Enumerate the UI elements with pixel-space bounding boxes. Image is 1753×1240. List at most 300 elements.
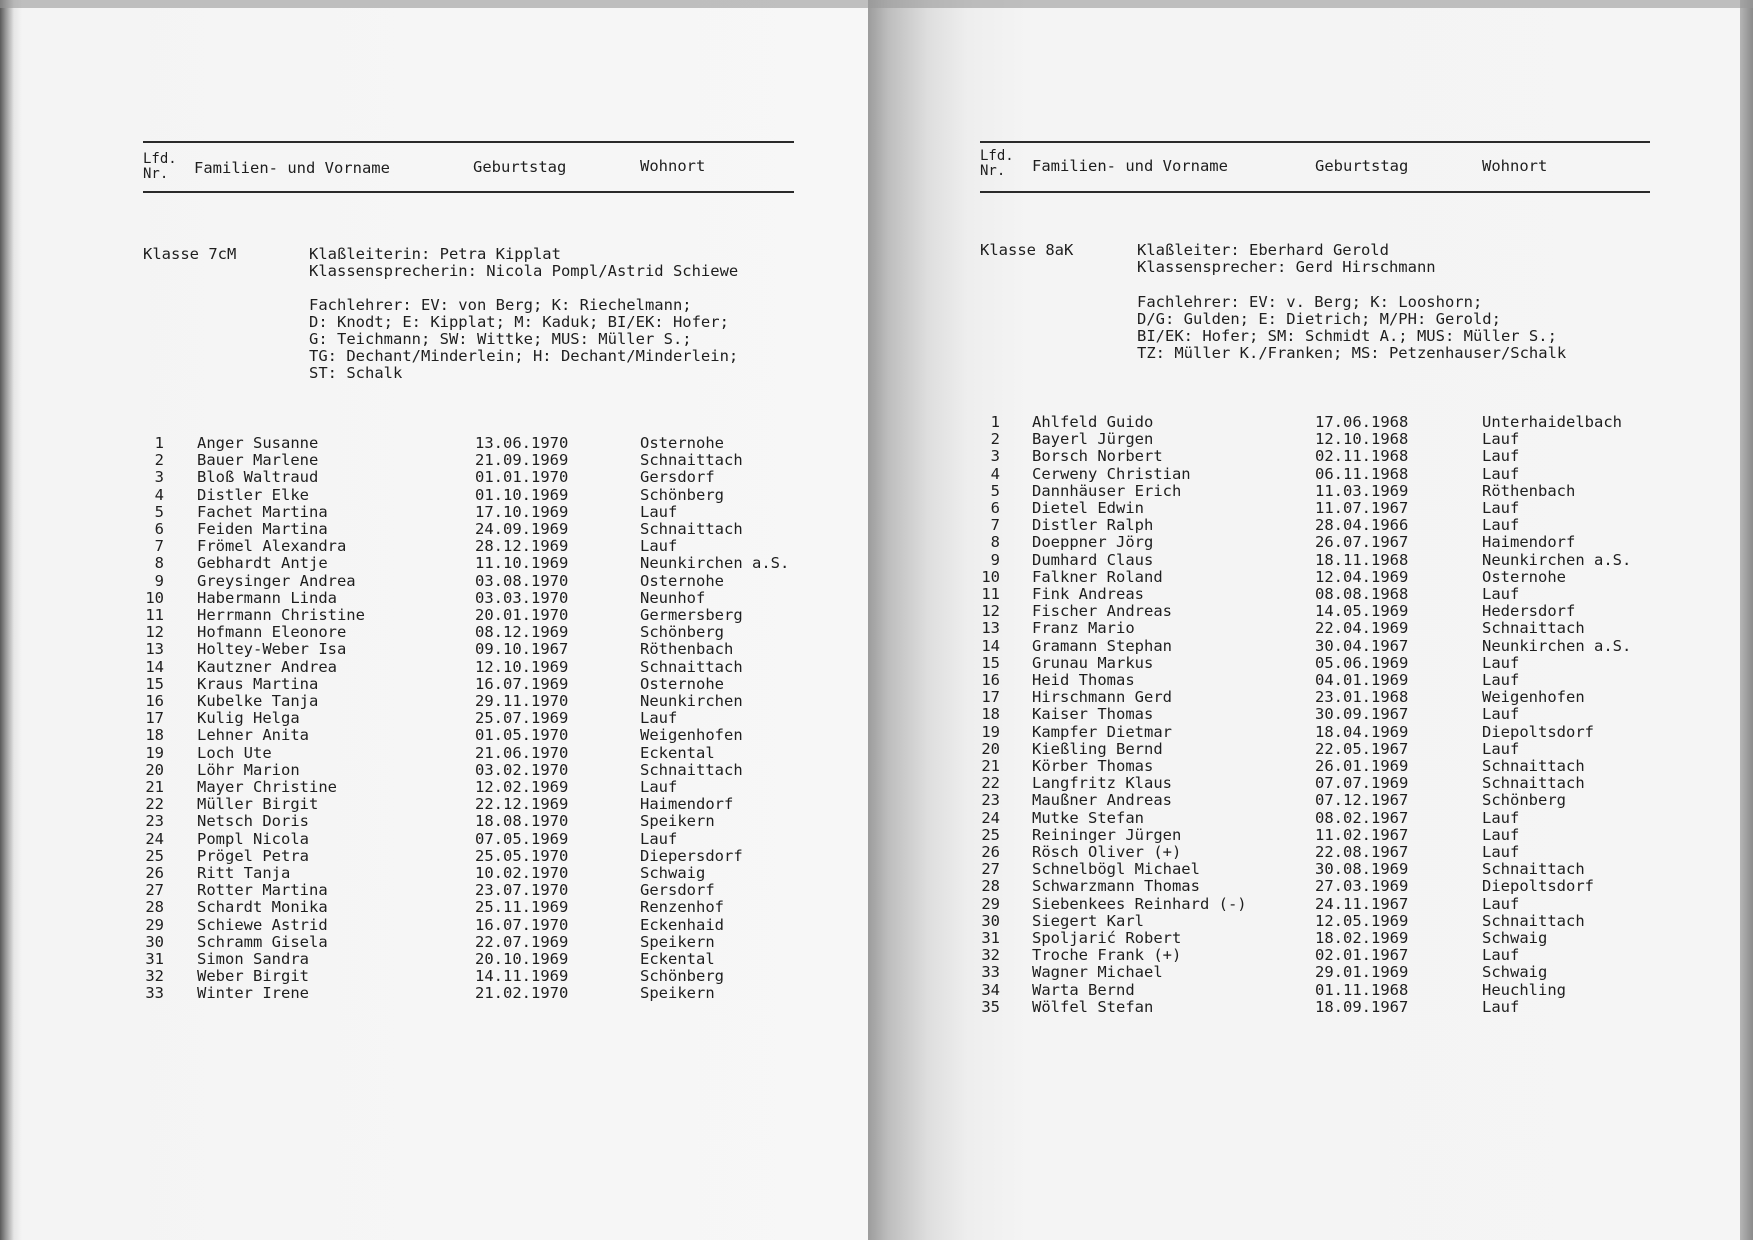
residence: Lauf: [1482, 585, 1520, 603]
row-number: 6: [990, 499, 1000, 517]
row-number: 19: [145, 743, 164, 762]
residence: Weigenhofen: [1482, 688, 1585, 707]
header-lfd: Lfd.: [143, 151, 177, 167]
student-name: Reininger Jürgen: [1032, 825, 1182, 844]
teacher-line: D/G: Gulden; E: Dietrich; M/PH: Gerold;: [1137, 310, 1501, 328]
residence: Schönberg: [640, 485, 724, 504]
teacher-line: G: Teichmann; SW: Wittke; MUS: Müller S.;: [309, 330, 692, 348]
student-name: Anger Susanne: [197, 434, 319, 452]
student-name: Lehner Anita: [197, 726, 309, 745]
student-name: Frömel Alexandra: [197, 537, 347, 556]
student-name: Siegert Karl: [1032, 911, 1144, 930]
residence: Speikern: [640, 812, 715, 831]
residence: Heuchling: [1482, 980, 1566, 999]
residence: Haimendorf: [640, 795, 734, 814]
header-place-col: Wohnort: [640, 157, 706, 175]
birth-date: 11.10.1969: [475, 554, 569, 573]
row-number: 10: [145, 588, 164, 607]
birth-date: 29.01.1969: [1315, 963, 1409, 982]
residence: Schnaittach: [1482, 860, 1585, 879]
class-teacher: Klaßleiter: Eberhard Gerold: [1137, 241, 1389, 259]
birth-date: 18.11.1968: [1315, 550, 1409, 569]
birth-date: 07.12.1967: [1315, 791, 1409, 810]
row-number: 8: [990, 533, 1000, 552]
residence: Schönberg: [640, 967, 724, 986]
teacher-line: ST: Schalk: [309, 364, 403, 382]
birth-date: 04.01.1969: [1315, 671, 1409, 689]
student-name: Simon Sandra: [197, 950, 309, 968]
row-number: 31: [145, 950, 164, 968]
student-name: Bauer Marlene: [197, 451, 319, 470]
student-name: Kießling Bernd: [1032, 739, 1163, 758]
birth-date: 03.08.1970: [475, 571, 569, 590]
birth-date: 17.10.1969: [475, 502, 569, 521]
student-name: Doeppner Jörg: [1032, 533, 1154, 552]
student-name: Müller Birgit: [197, 795, 319, 814]
header-rule-top: [143, 141, 794, 143]
header-lfd: Lfd.: [980, 148, 1014, 164]
header-birth-col: Geburtstag: [473, 158, 567, 176]
birth-date: 08.12.1969: [475, 623, 569, 642]
residence: Lauf: [1482, 516, 1520, 535]
birth-date: 12.05.1969: [1315, 911, 1409, 930]
residence: Lauf: [640, 502, 678, 521]
birth-date: 14.05.1969: [1315, 602, 1409, 621]
teacher-line: TG: Dechant/Minderlein; H: Dechant/Minderlein;: [309, 347, 739, 365]
residence: Neunkirchen a.S.: [1482, 550, 1632, 569]
residence: Neunhof: [640, 588, 706, 607]
student-name: Falkner Roland: [1032, 567, 1163, 586]
student-name: Holtey-Weber Isa: [197, 640, 347, 659]
row-number: 32: [145, 967, 164, 986]
birth-date: 18.08.1970: [475, 812, 569, 831]
row-number: 20: [981, 739, 1000, 758]
student-name: Heid Thomas: [1032, 671, 1135, 689]
residence: Neunkirchen a.S.: [1482, 636, 1632, 655]
residence: Lauf: [1482, 705, 1520, 724]
row-number: 23: [145, 812, 164, 831]
birth-date: 26.01.1969: [1315, 757, 1409, 775]
birth-date: 27.03.1969: [1315, 877, 1409, 896]
student-name: Kraus Martina: [197, 674, 319, 693]
student-name: Wölfel Stefan: [1032, 997, 1154, 1016]
residence: Lauf: [640, 709, 678, 728]
student-name: Greysinger Andrea: [197, 571, 356, 590]
student-name: Fachet Martina: [197, 502, 328, 521]
row-number: 1: [154, 434, 164, 452]
birth-date: 24.11.1967: [1315, 894, 1409, 913]
student-name: Körber Thomas: [1032, 757, 1154, 775]
birth-date: 01.11.1968: [1315, 980, 1409, 999]
birth-date: 28.12.1969: [475, 537, 569, 556]
row-number: 22: [981, 774, 1000, 793]
student-name: Schiewe Astrid: [197, 915, 328, 934]
residence: Schönberg: [1482, 791, 1566, 810]
student-name: Rotter Martina: [197, 881, 328, 900]
row-number: 5: [154, 502, 164, 521]
residence: Schnaittach: [1482, 774, 1585, 793]
row-number: 33: [145, 984, 164, 1003]
row-number: 25: [145, 846, 164, 865]
birth-date: 05.06.1969: [1315, 653, 1409, 672]
row-number: 2: [990, 430, 1000, 449]
residence: Lauf: [1482, 894, 1520, 913]
residence: Neunkirchen: [640, 692, 743, 710]
residence: Schwaig: [640, 864, 706, 882]
teacher-line: Fachlehrer: EV: von Berg; K: Riechelmann;: [309, 296, 692, 314]
row-number: 7: [154, 537, 164, 556]
birth-date: 11.03.1969: [1315, 481, 1409, 500]
header-name-col: Familien- und Vorname: [1032, 157, 1228, 175]
row-number: 2: [154, 451, 164, 470]
student-name: Gramann Stephan: [1032, 636, 1172, 655]
row-number: 13: [145, 640, 164, 659]
row-number: 15: [981, 653, 1000, 672]
student-name: Maußner Andreas: [1032, 791, 1172, 810]
residence: Lauf: [1482, 653, 1520, 672]
header-place-col: Wohnort: [1482, 157, 1548, 175]
student-name: Gebhardt Antje: [197, 554, 328, 573]
birth-date: 25.05.1970: [475, 846, 569, 865]
student-name: Dannhäuser Erich: [1032, 481, 1182, 500]
student-name: Distler Ralph: [1032, 516, 1154, 535]
student-name: Dietel Edwin: [1032, 499, 1144, 517]
row-number: 15: [145, 674, 164, 693]
row-number: 18: [145, 726, 164, 745]
row-number: 4: [154, 485, 164, 504]
row-number: 24: [981, 808, 1000, 827]
row-number: 7: [990, 516, 1000, 535]
student-name: Schnelbögl Michael: [1032, 860, 1200, 879]
student-name: Winter Irene: [197, 984, 309, 1003]
residence: Lauf: [1482, 843, 1520, 861]
student-name: Schwarzmann Thomas: [1032, 877, 1200, 896]
birth-date: 23.01.1968: [1315, 688, 1409, 707]
birth-date: 24.09.1969: [475, 520, 569, 538]
row-number: 26: [981, 843, 1000, 861]
student-name: Herrmann Christine: [197, 606, 365, 624]
birth-date: 12.02.1969: [475, 778, 569, 796]
row-number: 12: [981, 602, 1000, 621]
birth-date: 16.07.1969: [475, 674, 569, 693]
student-name: Löhr Marion: [197, 760, 300, 779]
birth-date: 22.04.1969: [1315, 619, 1409, 638]
student-name: Kautzner Andrea: [197, 657, 337, 676]
teacher-line: TZ: Müller K./Franken; MS: Petzenhauser/Schalk: [1137, 344, 1567, 362]
birth-date: 03.02.1970: [475, 760, 569, 779]
student-name: Siebenkees Reinhard (-): [1032, 894, 1247, 913]
student-name: Kaiser Thomas: [1032, 705, 1154, 724]
residence: Unterhaidelbach: [1482, 413, 1622, 431]
birth-date: 20.01.1970: [475, 606, 569, 624]
student-name: Habermann Linda: [197, 588, 337, 607]
residence: Lauf: [640, 829, 678, 848]
class-speaker: Klassensprecherin: Nicola Pompl/Astrid Schiewe: [309, 262, 739, 280]
student-name: Distler Elke: [197, 485, 309, 504]
row-number: 11: [981, 585, 1000, 603]
birth-date: 30.08.1969: [1315, 860, 1409, 879]
row-number: 19: [981, 722, 1000, 741]
residence: Diepoltsdorf: [1482, 722, 1594, 741]
row-number: 8: [154, 554, 164, 573]
residence: Osternohe: [640, 571, 724, 590]
row-number: 4: [990, 464, 1000, 483]
residence: Lauf: [640, 778, 678, 796]
residence: Gersdorf: [640, 881, 715, 900]
teacher-line: Fachlehrer: EV: v. Berg; K: Looshorn;: [1137, 293, 1483, 311]
residence: Speikern: [640, 984, 715, 1003]
student-name: Grunau Markus: [1032, 653, 1154, 672]
header-rule-bottom: [980, 191, 1650, 193]
birth-date: 18.04.1969: [1315, 722, 1409, 741]
residence: Lauf: [1482, 671, 1520, 689]
student-name: Franz Mario: [1032, 619, 1135, 638]
student-name: Fischer Andreas: [1032, 602, 1172, 621]
student-name: Kubelke Tanja: [197, 692, 319, 710]
student-name: Kampfer Dietmar: [1032, 722, 1172, 741]
row-number: 35: [981, 997, 1000, 1016]
student-name: Netsch Doris: [197, 812, 309, 831]
residence: Germersberg: [640, 606, 743, 624]
birth-date: 22.05.1967: [1315, 739, 1409, 758]
row-number: 22: [145, 795, 164, 814]
row-number: 12: [145, 623, 164, 642]
student-name: Ahlfeld Guido: [1032, 413, 1154, 431]
birth-date: 11.07.1967: [1315, 499, 1409, 517]
birth-date: 28.04.1966: [1315, 516, 1409, 535]
row-number: 28: [145, 898, 164, 917]
birth-date: 22.12.1969: [475, 795, 569, 814]
residence: Speikern: [640, 932, 715, 951]
student-name: Troche Frank (+): [1032, 946, 1182, 965]
row-number: 23: [981, 791, 1000, 810]
student-name: Langfritz Klaus: [1032, 774, 1172, 793]
row-number: 33: [981, 963, 1000, 982]
row-number: 6: [154, 520, 164, 538]
row-number: 17: [981, 688, 1000, 707]
residence: Eckenhaid: [640, 915, 724, 934]
birth-date: 29.11.1970: [475, 692, 569, 710]
scan-border: [0, 0, 1753, 8]
row-number: 30: [981, 911, 1000, 930]
birth-date: 02.01.1967: [1315, 946, 1409, 965]
student-name: Pompl Nicola: [197, 829, 309, 848]
row-number: 11: [145, 606, 164, 624]
residence: Lauf: [1482, 946, 1520, 965]
student-name: Schardt Monika: [197, 898, 328, 917]
birth-date: 21.09.1969: [475, 451, 569, 470]
residence: Schnaittach: [1482, 911, 1585, 930]
birth-date: 08.08.1968: [1315, 585, 1409, 603]
residence: Lauf: [1482, 464, 1520, 483]
birth-date: 07.05.1969: [475, 829, 569, 848]
birth-date: 30.04.1967: [1315, 636, 1409, 655]
row-number: 5: [990, 481, 1000, 500]
row-number: 24: [145, 829, 164, 848]
residence: Lauf: [640, 537, 678, 556]
birth-date: 21.02.1970: [475, 984, 569, 1003]
row-number: 14: [981, 636, 1000, 655]
residence: Diepoltsdorf: [1482, 877, 1594, 896]
row-number: 34: [981, 980, 1000, 999]
birth-date: 22.07.1969: [475, 932, 569, 951]
student-name: Weber Birgit: [197, 967, 309, 986]
row-number: 10: [981, 567, 1000, 586]
birth-date: 01.01.1970: [475, 468, 569, 487]
class-teacher: Klaßleiterin: Petra Kipplat: [309, 245, 561, 263]
residence: Osternohe: [640, 674, 724, 693]
student-name: Hofmann Eleonore: [197, 623, 347, 642]
birth-date: 18.09.1967: [1315, 997, 1409, 1016]
header-nr: Nr.: [143, 166, 169, 182]
student-name: Mutke Stefan: [1032, 808, 1144, 827]
residence: Lauf: [1482, 430, 1520, 449]
birth-date: 26.07.1967: [1315, 533, 1409, 552]
student-name: Kulig Helga: [197, 709, 300, 728]
residence: Lauf: [1482, 739, 1520, 758]
row-number: 28: [981, 877, 1000, 896]
residence: Renzenhof: [640, 898, 724, 917]
residence: Lauf: [1482, 499, 1520, 517]
residence: Schnaittach: [640, 760, 743, 779]
book-edge: [1740, 0, 1753, 1240]
birth-date: 12.10.1969: [475, 657, 569, 676]
header-rule-top: [980, 141, 1650, 143]
student-name: Ritt Tanja: [197, 864, 291, 882]
student-name: Rösch Oliver (+): [1032, 843, 1182, 861]
student-name: Mayer Christine: [197, 778, 337, 796]
residence: Lauf: [1482, 825, 1520, 844]
row-number: 25: [981, 825, 1000, 844]
student-name: Cerweny Christian: [1032, 464, 1191, 483]
row-number: 13: [981, 619, 1000, 638]
row-number: 27: [145, 881, 164, 900]
residence: Diepersdorf: [640, 846, 743, 865]
birth-date: 02.11.1968: [1315, 447, 1409, 466]
residence: Haimendorf: [1482, 533, 1576, 552]
residence: Röthenbach: [640, 640, 734, 659]
row-number: 3: [990, 447, 1000, 466]
student-name: Loch Ute: [197, 743, 272, 762]
birth-date: 22.08.1967: [1315, 843, 1409, 861]
residence: Weigenhofen: [640, 726, 743, 745]
residence: Schwaig: [1482, 963, 1548, 982]
student-name: Warta Bernd: [1032, 980, 1135, 999]
birth-date: 25.11.1969: [475, 898, 569, 917]
residence: Hedersdorf: [1482, 602, 1576, 621]
header-name-col: Familien- und Vorname: [194, 159, 390, 177]
header-nr: Nr.: [980, 163, 1006, 179]
row-number: 30: [145, 932, 164, 951]
birth-date: 08.02.1967: [1315, 808, 1409, 827]
student-name: Schramm Gisela: [197, 932, 328, 951]
birth-date: 20.10.1969: [475, 950, 569, 968]
student-name: Bayerl Jürgen: [1032, 430, 1154, 449]
class-label: Klasse 8aK: [980, 241, 1074, 259]
residence: Gersdorf: [640, 468, 715, 487]
row-number: 27: [981, 860, 1000, 879]
student-name: Feiden Martina: [197, 520, 328, 538]
residence: Osternohe: [640, 434, 724, 452]
student-name: Borsch Norbert: [1032, 447, 1163, 466]
birth-date: 07.07.1969: [1315, 774, 1409, 793]
row-number: 18: [981, 705, 1000, 724]
teacher-line: D: Knodt; E: Kipplat; M: Kaduk; BI/EK: Hofer;: [309, 313, 729, 331]
row-number: 1: [990, 413, 1000, 431]
student-name: Wagner Michael: [1032, 963, 1163, 982]
student-name: Dumhard Claus: [1032, 550, 1154, 569]
teacher-line: BI/EK: Hofer; SM: Schmidt A.; MUS: Müller S.;: [1137, 327, 1557, 345]
row-number: 31: [981, 929, 1000, 947]
residence: Eckental: [640, 743, 715, 762]
student-name: Prögel Petra: [197, 846, 309, 865]
residence: Schnaittach: [640, 451, 743, 470]
birth-date: 01.10.1969: [475, 485, 569, 504]
residence: Eckental: [640, 950, 715, 968]
residence: Schönberg: [640, 623, 724, 642]
row-number: 3: [154, 468, 164, 487]
birth-date: 17.06.1968: [1315, 413, 1409, 431]
residence: Röthenbach: [1482, 481, 1576, 500]
residence: Neunkirchen a.S.: [640, 554, 790, 573]
row-number: 16: [981, 671, 1000, 689]
class-label: Klasse 7cM: [143, 245, 237, 263]
student-name: Bloß Waltraud: [197, 468, 319, 487]
residence: Lauf: [1482, 447, 1520, 466]
birth-date: 23.07.1970: [475, 881, 569, 900]
row-number: 14: [145, 657, 164, 676]
birth-date: 03.03.1970: [475, 588, 569, 607]
student-name: Fink Andreas: [1032, 585, 1144, 603]
row-number: 29: [145, 915, 164, 934]
residence: Schnaittach: [640, 657, 743, 676]
birth-date: 21.06.1970: [475, 743, 569, 762]
row-number: 17: [145, 709, 164, 728]
row-number: 26: [145, 864, 164, 882]
student-name: Hirschmann Gerd: [1032, 688, 1172, 707]
birth-date: 11.02.1967: [1315, 825, 1409, 844]
residence: Lauf: [1482, 997, 1520, 1016]
birth-date: 12.10.1968: [1315, 430, 1409, 449]
student-name: Spoljarić Robert: [1032, 929, 1182, 947]
row-number: 32: [981, 946, 1000, 965]
birth-date: 30.09.1967: [1315, 705, 1409, 724]
class-speaker: Klassensprecher: Gerd Hirschmann: [1137, 258, 1436, 276]
birth-date: 12.04.1969: [1315, 567, 1409, 586]
residence: Schnaittach: [1482, 619, 1585, 638]
residence: Schwaig: [1482, 929, 1548, 947]
row-number: 21: [981, 757, 1000, 775]
header-rule-bottom: [143, 191, 794, 193]
birth-date: 06.11.1968: [1315, 464, 1409, 483]
row-number: 21: [145, 778, 164, 796]
birth-date: 18.02.1969: [1315, 929, 1409, 947]
birth-date: 09.10.1967: [475, 640, 569, 659]
header-birth-col: Geburtstag: [1315, 157, 1409, 175]
residence: Lauf: [1482, 808, 1520, 827]
row-number: 9: [154, 571, 164, 590]
row-number: 9: [990, 550, 1000, 569]
row-number: 20: [145, 760, 164, 779]
birth-date: 16.07.1970: [475, 915, 569, 934]
row-number: 16: [145, 692, 164, 710]
birth-date: 13.06.1970: [475, 434, 569, 452]
birth-date: 01.05.1970: [475, 726, 569, 745]
residence: Schnaittach: [1482, 757, 1585, 775]
birth-date: 10.02.1970: [475, 864, 569, 882]
birth-date: 14.11.1969: [475, 967, 569, 986]
birth-date: 25.07.1969: [475, 709, 569, 728]
